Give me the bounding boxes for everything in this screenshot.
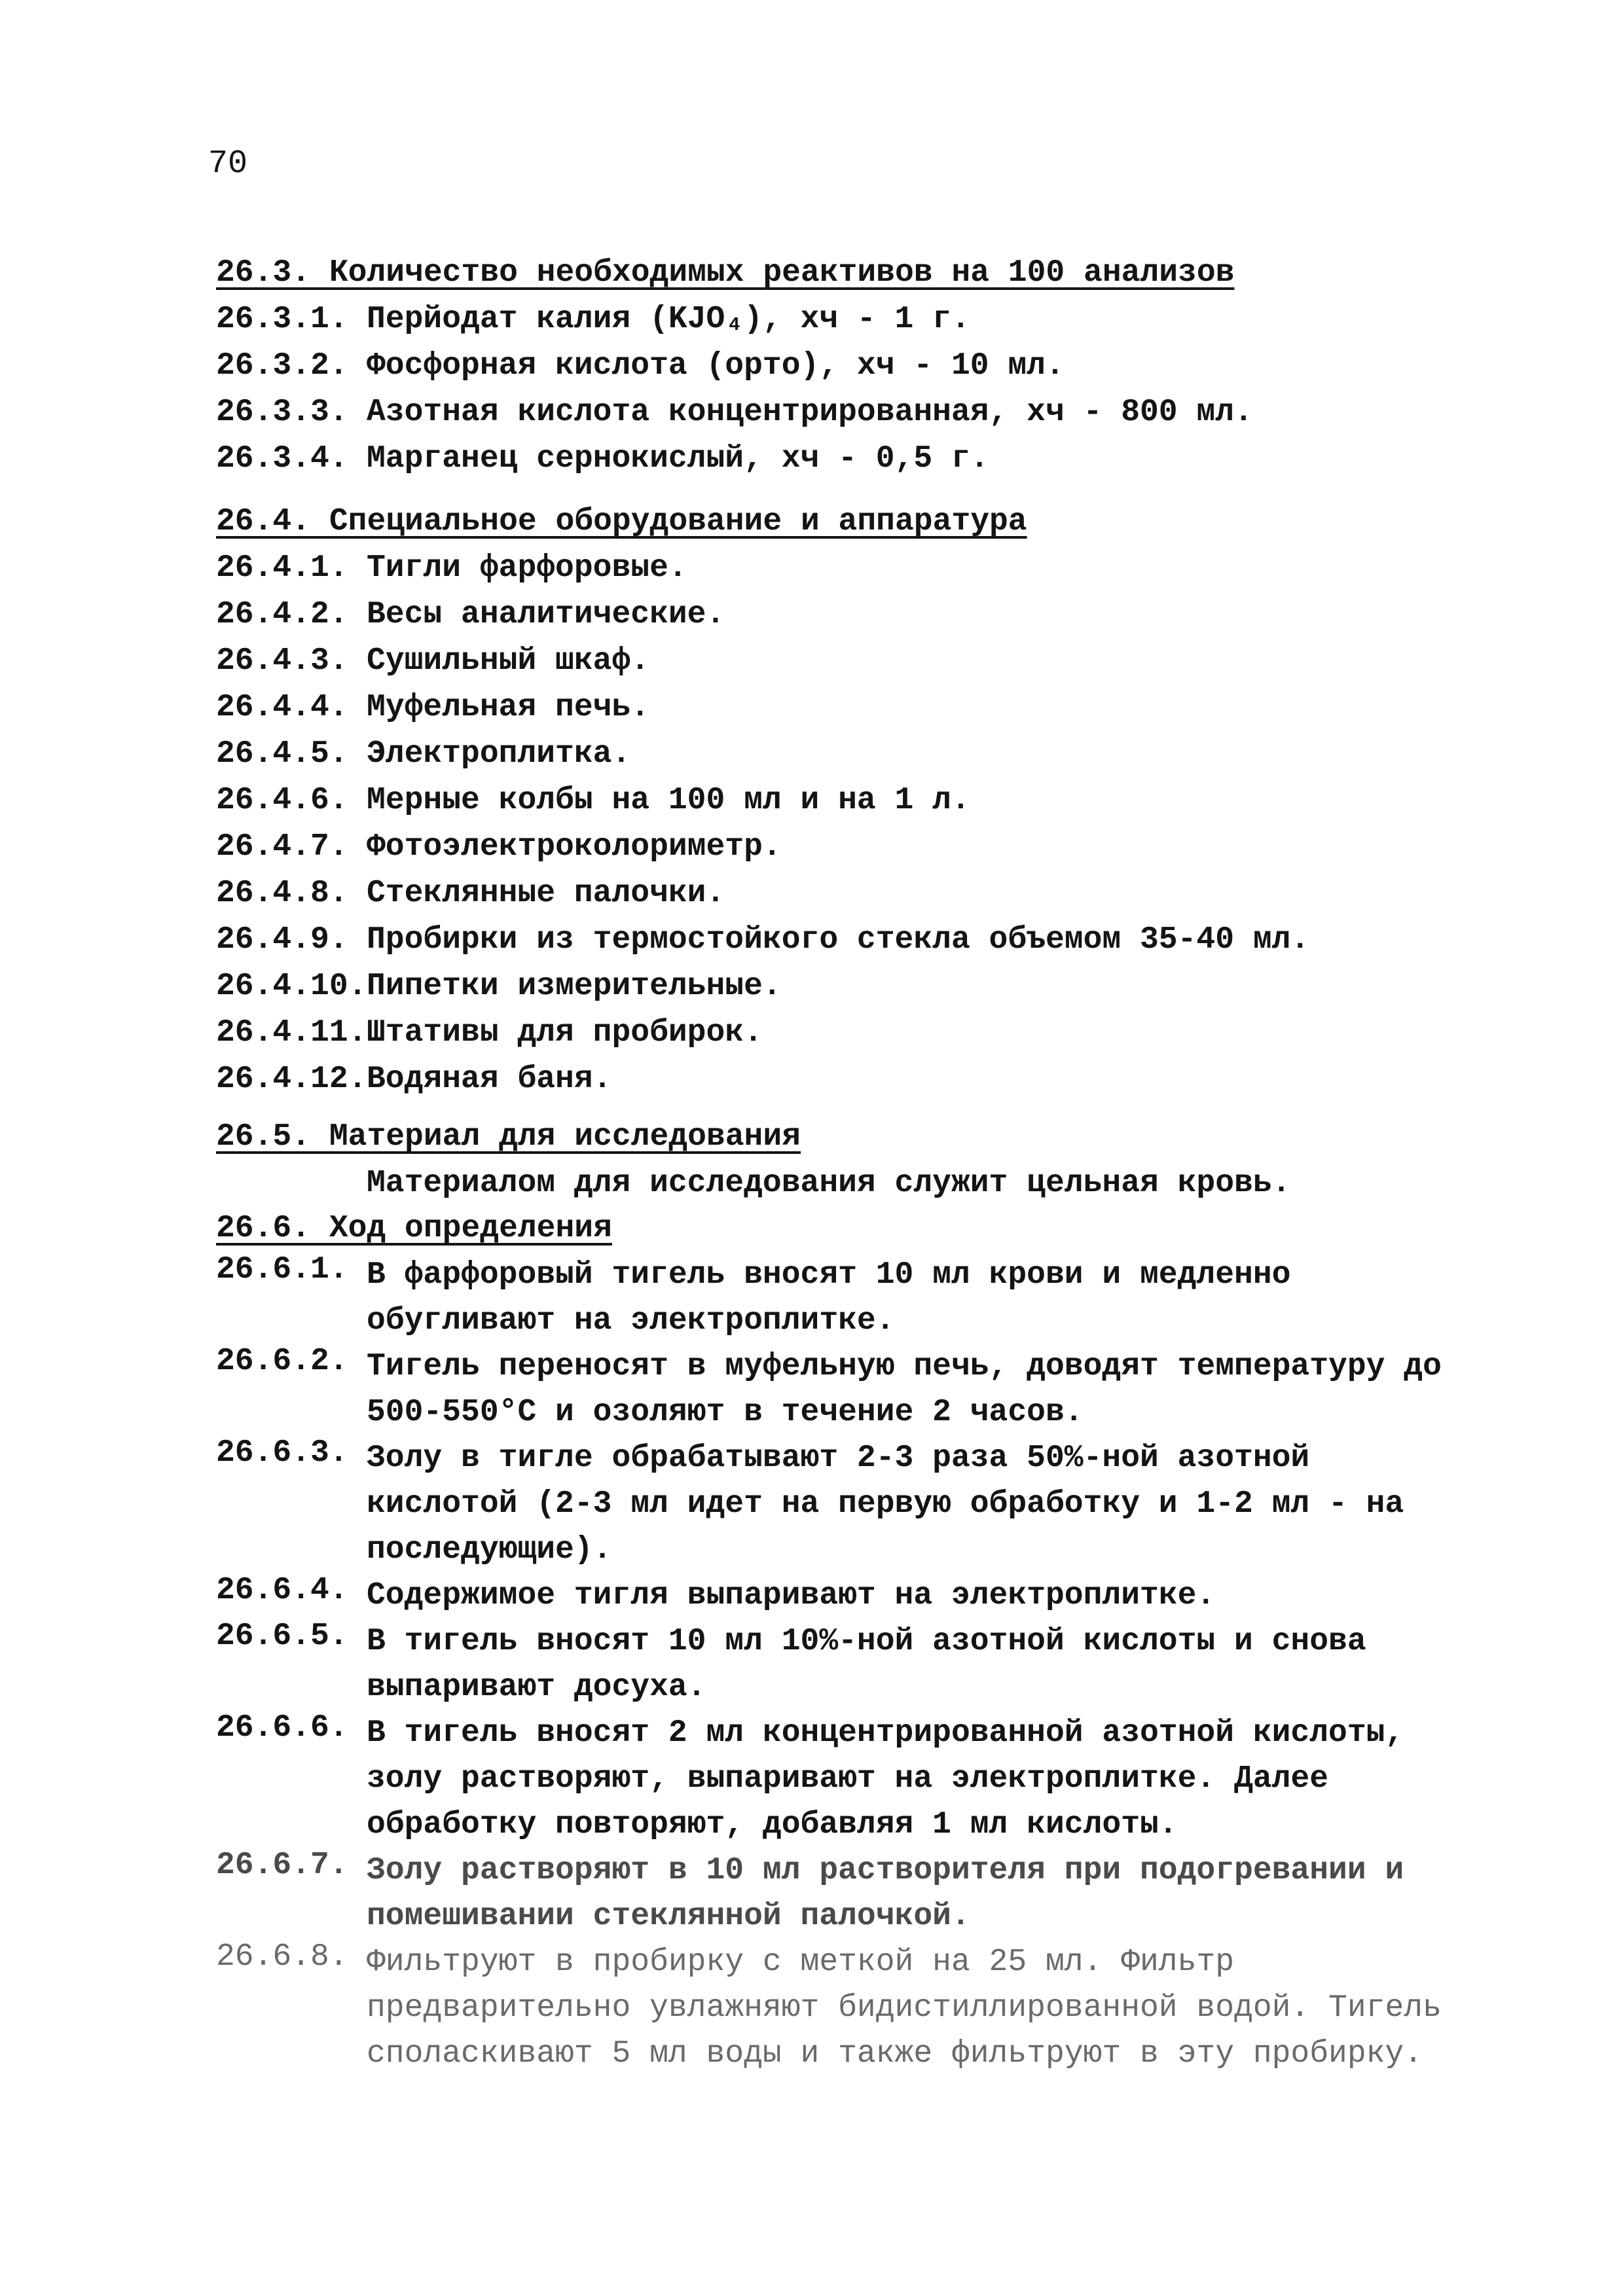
list-item: 26.4.12.Водяная баня. <box>216 1062 612 1097</box>
list-item: 26.6.5. В тигель вносят 10 мл 10%-ной азотной кислоты и снова выпаривают досуха. <box>216 1619 1366 1705</box>
page-number: 70 <box>208 145 248 183</box>
section-heading: 26.3. Количество необходимых реактивов на 100 анализов <box>216 255 1235 291</box>
list-item: 26.6.2. Тигель переносят в муфельную печь, доводят температуру до 500-550°С и озоляют в течение 2 часов. <box>216 1344 1442 1430</box>
section-heading: 26.6. Ход определения <box>216 1211 612 1246</box>
section-26-5 <box>216 1114 1460 1207</box>
list-item: 26.6.6. В тигель вносят 2 мл концентрированной азотной кислоты, золу растворяют, выпаривают на электроплитке. Далее обработку повторяют, добавляя 1 мл кислоты. <box>216 1710 1404 1842</box>
section-heading: 26.5. Материал для исследования <box>216 1119 801 1155</box>
list-item: 26.4.2. Весы аналитические. <box>216 597 725 632</box>
list-item: 26.6.4. Содержимое тигля выпаривают на электроплитке. <box>216 1573 1216 1613</box>
section-26-4 <box>216 499 1460 1103</box>
list-item: 26.4.6. Мерные колбы на 100 мл и на 1 л. <box>216 783 970 818</box>
list-item: 26.4.9. Пробирки из термостойкого стекла объемом 35-40 мл. <box>216 922 1310 958</box>
list-item: 26.4.3. Сушильный шкаф. <box>216 643 650 679</box>
list-item: 26.4.7. Фотоэлектроколориметр. <box>216 829 782 865</box>
list-item: 26.6.8. Фильтруют в пробирку с меткой на 25 мл. Фильтр предварительно увлажняют бидистиллированной водой. Тигель споласкивают 5 мл воды и также фильтруют в эту пробирку. <box>216 1939 1442 2072</box>
list-item: 26.4.8. Стеклянные палочки. <box>216 876 725 911</box>
section-heading: 26.4. Специальное оборудование и аппаратура <box>216 504 1027 539</box>
list-item: 26.4.1. Тигли фарфоровые. <box>216 550 687 586</box>
list-item: 26.3.3. Азотная кислота концентрированная, хч - 800 мл. <box>216 395 1253 430</box>
list-item: 26.3.2. Фосфорная кислота (орто), хч - 10 мл. <box>216 348 1065 384</box>
list-item: 26.3.4. Марганец сернокислый, хч - 0,5 г. <box>216 441 989 476</box>
list-item: 26.4.11.Штативы для пробирок. <box>216 1015 763 1050</box>
list-item: 26.4.4. Муфельная печь. <box>216 690 650 725</box>
list-item: 26.6.3. Золу в тигле обрабатывают 2-3 раза 50%-ной азотной кислотой (2-3 мл идет на первую обработку и 1-2 мл - на последующие). <box>216 1435 1404 1568</box>
section-26-3 <box>216 250 1460 482</box>
list-item: 26.3.1. Перйодат калия (KJO₄), хч - 1 г. <box>216 302 970 337</box>
list-item: 26.6.7. Золу растворяют в 10 мл растворителя при подогревании и помешивании стеклянной палочкой. <box>216 1848 1404 1934</box>
list-item: 26.4.10.Пипетки измерительные. <box>216 969 782 1004</box>
section-26-6 <box>216 1206 1460 2077</box>
list-item: 26.6.1. В фарфоровый тигель вносят 10 мл крови и медленно обугливают на электроплитке. <box>216 1252 1291 1338</box>
paragraph: Материалом для исследования служит цельная кровь. <box>367 1166 1291 1201</box>
list-item: 26.4.5. Электроплитка. <box>216 736 631 772</box>
